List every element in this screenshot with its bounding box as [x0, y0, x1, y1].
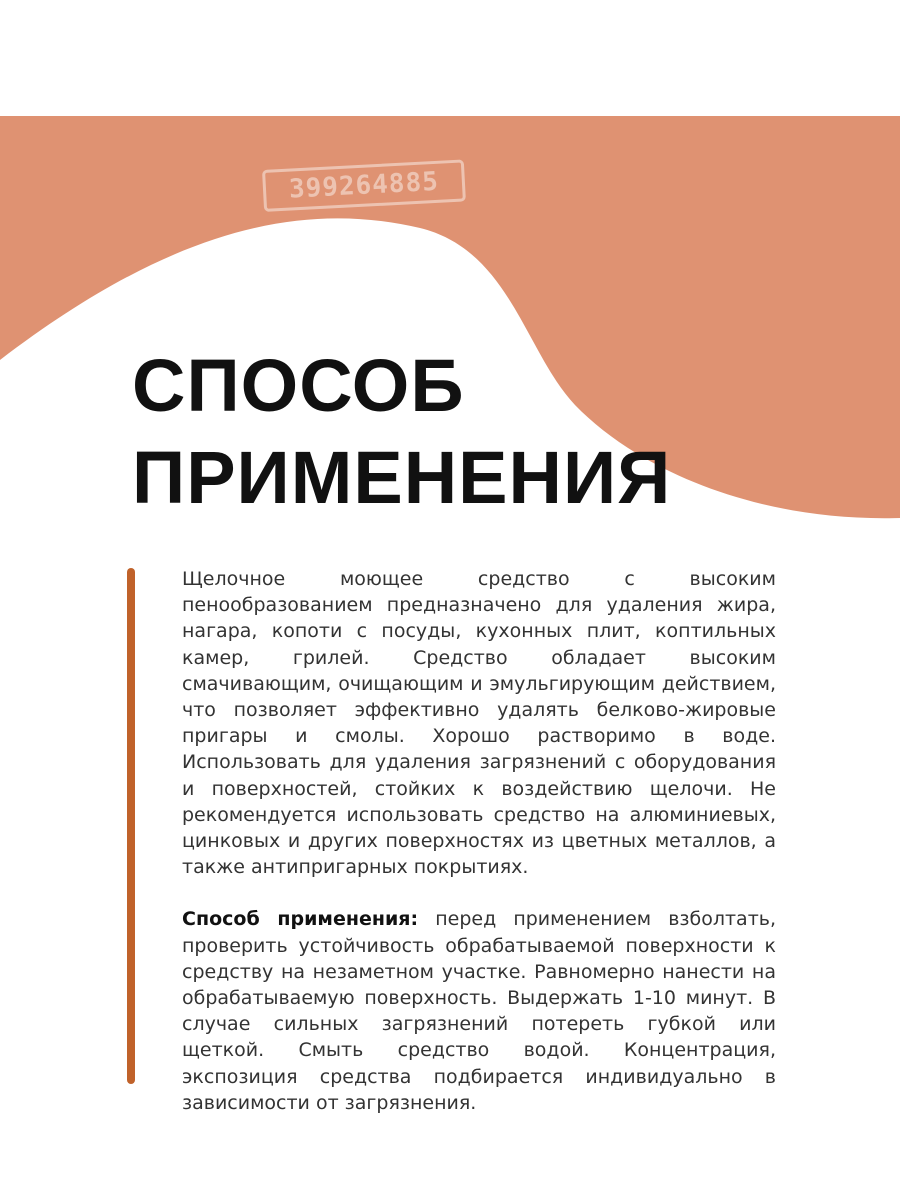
page-title [132, 340, 671, 524]
watermark-stamp: 399264885 [262, 159, 466, 212]
title-line-2: ПРИМЕНЕНИЯ [132, 436, 672, 519]
usage-paragraph [182, 906, 776, 1116]
usage-label: Способ применения: [182, 908, 419, 931]
usage-text: перед применением взболтать, проверить устойчивость обрабатываемой поверхности к средству на незаметном участке. Равномерно нанести на обрабатываемую поверхность. Выдержать 1-10 минут. В случае сильных загрязнений потереть губкой или щеткой. Смыть средство водой. Концентрация, экспозиция средства подбирается индивидуально в зависимости от загрязнения. [182, 908, 776, 1114]
accent-bar [127, 568, 135, 1084]
title-line-1: СПОСОБ [132, 344, 465, 427]
description-paragraph: Щелочное моющее средство с высоким пенообразованием предназначено для удаления жира, нагара, копоти с посуды, кухонных плит, коптильных камер, грилей. Средство обладает высоким смачивающим, очищающим и эмульгирующим действием, что позволяет эффективно удалять белково-жировые пригары и смолы. Хорошо растворимо в воде. Использовать для удаления загрязнений с оборудования и поверхностей, стойких к воздействию щелочи. Не рекомендуется использовать средство на алюминиевых, цинковых и других поверхностях из цветных металлов, а также антипригарных покрытиях. [182, 568, 776, 879]
content-block [182, 566, 776, 1116]
